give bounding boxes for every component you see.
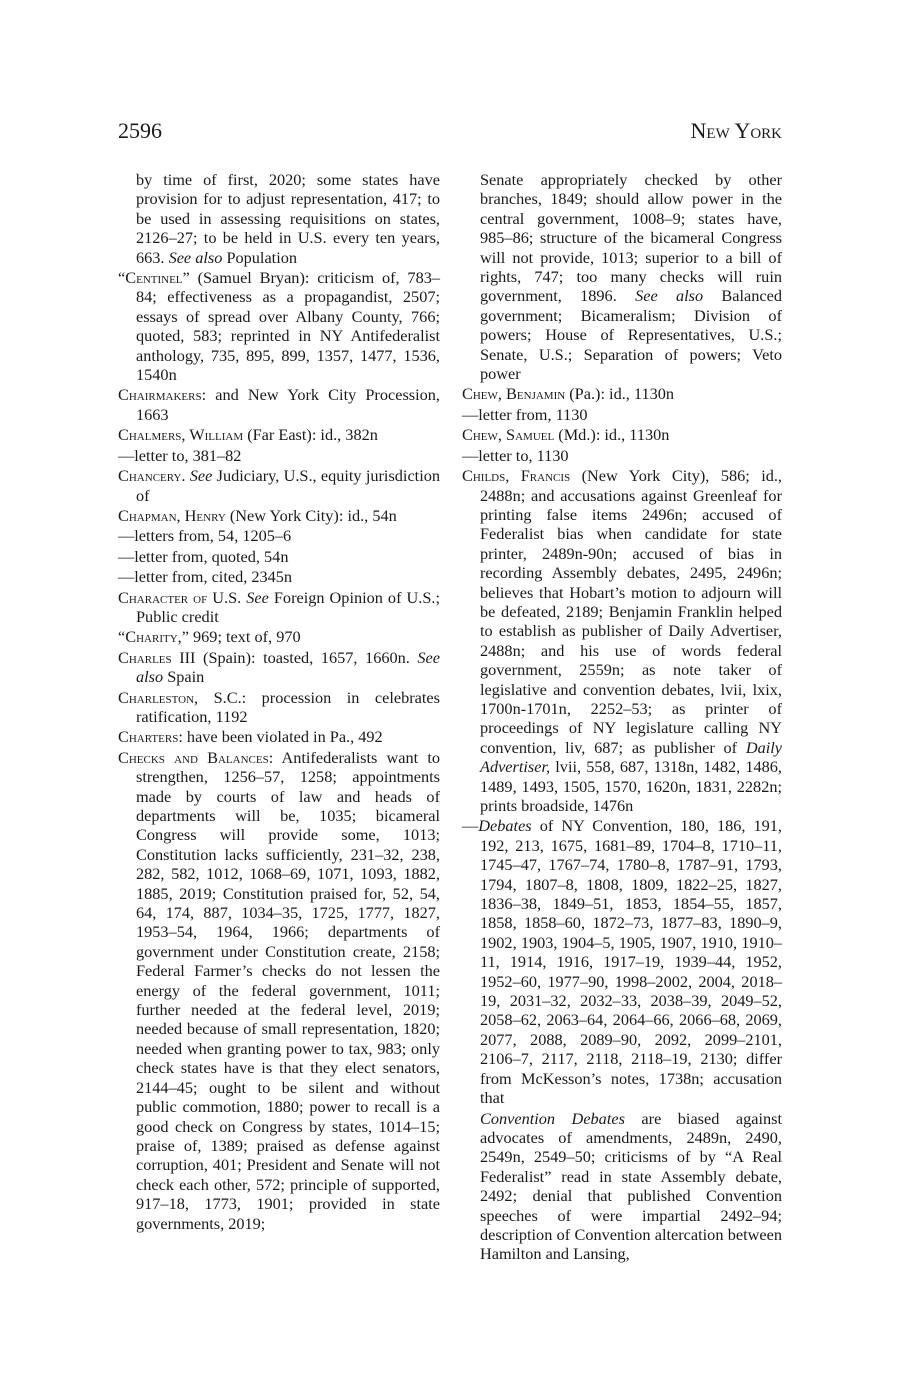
index-entry <box>462 1109 782 1264</box>
running-head: New York <box>690 118 782 143</box>
entry-ital: Debates <box>478 816 532 836</box>
entry-head: Chew, Benjamin <box>462 384 566 404</box>
entry-text: (New York City), 586; id., 2488n; and accusations against Greenleaf for printing false items 2496n; accused of Federalist bias when candidate for state printer, 2489n-90n; accused of bias in recording Assembly debates, 2495, 2496n; believes that Hobart’s motion to adjourn will be defeated, 2189; Benjamin Franklin helped to establish as publisher of Daily Advertiser, 2488n; and his use of words federal government, 2559n; as note taker of legislative and convention debates, lvii, lxix, 1700n-1701n, 2252–53; as printer of proceedings of NY legislature calling NY convention, liv, 687; as publisher of <box>480 466 782 757</box>
entry-text: ” (Samuel Bryan): criticism of, 783–84; effectiveness as a propagandist, 2507; essays of spread over Albany County, 766; quoted, 583; reprinted in NY Antifederalist anthology, 735, 895, 899, 1357, 1477, 1536, 1540n <box>136 268 440 385</box>
entry-text: (Far East): id., 382n <box>243 425 378 445</box>
index-entry <box>118 170 440 267</box>
entry-pre: — <box>462 816 479 836</box>
index-entry <box>118 385 440 424</box>
entry-text: Senate appropriately checked by other branches, 1849; should allow power in the central government, 1008–9; states have, 985–86; structure of the bicameral Congress will not provide, 1013; superior to a bill of rights, 747; too many checks will ruin government, 1896. <box>480 170 782 306</box>
entry-head: Chew, Samuel <box>462 425 555 445</box>
entry-text: : Antifederalists want to strengthen, 1256–57, 1258; appointments made by courts of law and heads of departments will be, 1035; bicameral Congress will provide some, 1013; Constitution lacks sufficiently, 231–32, 238, 282, 582, 1012, 1068–69, 1071, 1093, 1882, 1885, 2019; Constitution praised for, 52, 54, 64, 174, 887, 1034–35, 1725, 1777, 1827, 1953–54, 1964, 1966; departments of government under Constitution create, 2158; Federal Farmer’s checks do not lessen the energy of the federal government, 1011; further needed at the federal level, 2019; needed because of small representation, 1820; needed when granting power to tax, 983; only check states have is that they elect senators, 2144–45; ought to be silent and without public commotion, 1880; power to recall is a good check on Congress by states, 1014–15; praise of, 1389; praised as defense against corruption, 401; President and Senate will not check each other, 572; principle of supported, 917–18, 1773, 1901; provided in state governments, 2019; <box>136 747 440 1233</box>
entry-tail: lvii, 558, 687, 1318n, 1482, 1486, 1489, 1493, 1505, 1570, 1620n, 1831, 2282n; prints broadside, 1476n <box>480 757 782 815</box>
entry-head: Chairmakers <box>118 385 202 405</box>
entry-head: Charters <box>118 727 179 747</box>
index-entry <box>462 446 782 465</box>
entry-text: (New York City): id., 54n <box>225 505 397 525</box>
entry-ital: See also <box>635 286 704 306</box>
entry-text: (Md.): id., 1130n <box>554 425 670 445</box>
index-entry <box>118 268 440 384</box>
index-entry <box>118 466 440 505</box>
entry-text: ,” 969; text of, 970 <box>177 627 301 647</box>
entry-head: Childs, Francis <box>462 466 571 486</box>
entry-ital: Daily Advertiser, <box>480 737 782 777</box>
entry-ital: See <box>189 466 213 486</box>
entry-text: —letter to, 381–82 <box>118 445 242 465</box>
entry-text: : procession in celebrates ratification, 1192 <box>136 687 440 726</box>
entry-ital: See also <box>136 647 440 687</box>
entry-ital: Convention Debates <box>480 1108 625 1128</box>
entry-ital: See also <box>168 247 223 267</box>
entry-tail: Spain <box>163 667 205 687</box>
entry-head: Charity <box>125 627 178 647</box>
index-entry <box>118 648 440 687</box>
entry-tail: Population <box>222 247 298 267</box>
entry-head: Charleston, S.C. <box>118 687 242 707</box>
entry-text: —letter from, 1130 <box>462 404 588 424</box>
entry-text: : have been violated in Pa., 492 <box>178 727 383 747</box>
index-entry <box>462 466 782 815</box>
index-entry <box>118 748 440 1233</box>
index-entry <box>462 384 782 403</box>
index-entry <box>118 588 440 627</box>
entry-head: Checks and Balances <box>118 747 269 767</box>
entry-text: (Spain): toasted, 1657, 1660n. <box>195 647 418 667</box>
entry-tail: are biased against advocates of amendments, 2489n, 2490, 2549n, 2549–50; criticisms of by “A Real Federalist” read in state Assembly debate, 2492; denial that published Convention speeches of were impartial 2492–94; description of Convention altercation between Hamilton and Lansing, <box>480 1108 783 1264</box>
entry-text: by time of first, 2020; some states have provision for to adjust representation, 417; to be used in assessing requisitions on states, 2126–27; to be held in U.S. every ten years, 663. <box>136 170 440 267</box>
entry-text: (Pa.): id., 1130n <box>565 384 675 404</box>
index-entry <box>118 506 440 525</box>
index-entry <box>118 627 440 646</box>
entry-text: —letters from, 54, 1205–6 <box>118 526 292 546</box>
index-column-right <box>462 170 782 1265</box>
index-entry <box>118 727 440 746</box>
index-entry <box>118 547 440 566</box>
entry-text: —letter from, cited, 2345n <box>118 567 293 587</box>
entry-tail: Balanced government; Bicameralism; Division of powers; House of Representatives, U.S.; Senate, U.S.; Separation of powers; Veto power <box>480 286 782 384</box>
index-entry <box>462 170 782 383</box>
entry-head: Chancery <box>118 466 182 486</box>
index-entry <box>462 405 782 424</box>
entry-head: Centinel <box>125 268 183 288</box>
index-entry <box>118 425 440 444</box>
entry-head: Charles III <box>118 647 196 667</box>
entry-head: Chapman, Henry <box>118 505 226 525</box>
entry-head: Character of U.S. <box>118 587 242 607</box>
entry-pre: “ <box>118 627 126 647</box>
index-entry <box>462 425 782 444</box>
entry-ital: See <box>246 587 269 607</box>
index-entry <box>118 688 440 727</box>
entry-tail: Judiciary, U.S., equity jurisdiction of <box>136 466 441 505</box>
entry-text: —letter from, quoted, 54n <box>118 546 289 566</box>
entry-text: : and New York City Procession, 1663 <box>136 385 440 424</box>
entry-pre: “ <box>118 268 126 288</box>
index-entry <box>462 816 782 1107</box>
page-number: 2596 <box>118 118 162 143</box>
entry-text: . <box>181 466 190 486</box>
entry-tail: of NY Convention, 180, 186, 191, 192, 213, 1675, 1681–89, 1704–8, 1710–11, 1745–47, 1767–74, 1780–8, 1787–91, 1793, 1794, 1807–8, 1808, 1809, 1822–25, 1827, 1836–38, 1849–51, 1853, 1854–55, 1857, 1858, 1858–60, 1872–73, 1877–83, 1890–9, 1902, 1903, 1904–5, 1905, 1907, 1910, 1910–11, 1914, 1916, 1917–19, 1939–44, 1952, 1952–60, 1977–90, 1998–2002, 2004, 2018–19, 2031–32, 2032–33, 2038–39, 2049–52, 2058–62, 2063–64, 2064–66, 2066–68, 2069, 2077, 2088, 2089–90, 2092, 2099–2101, 2106–7, 2117, 2118, 2118–19, 2130; differ from McKesson’s notes, 1738n; accusation that <box>480 816 782 1108</box>
index-column-left <box>118 170 440 1234</box>
entry-head: Chalmers, William <box>118 425 244 445</box>
index-entry <box>118 446 440 465</box>
index-entry <box>118 526 440 545</box>
index-entry <box>118 567 440 586</box>
entry-text: —letter to, 1130 <box>462 445 569 465</box>
entry-tail: Foreign Opinion of U.S.; Public credit <box>136 587 441 626</box>
